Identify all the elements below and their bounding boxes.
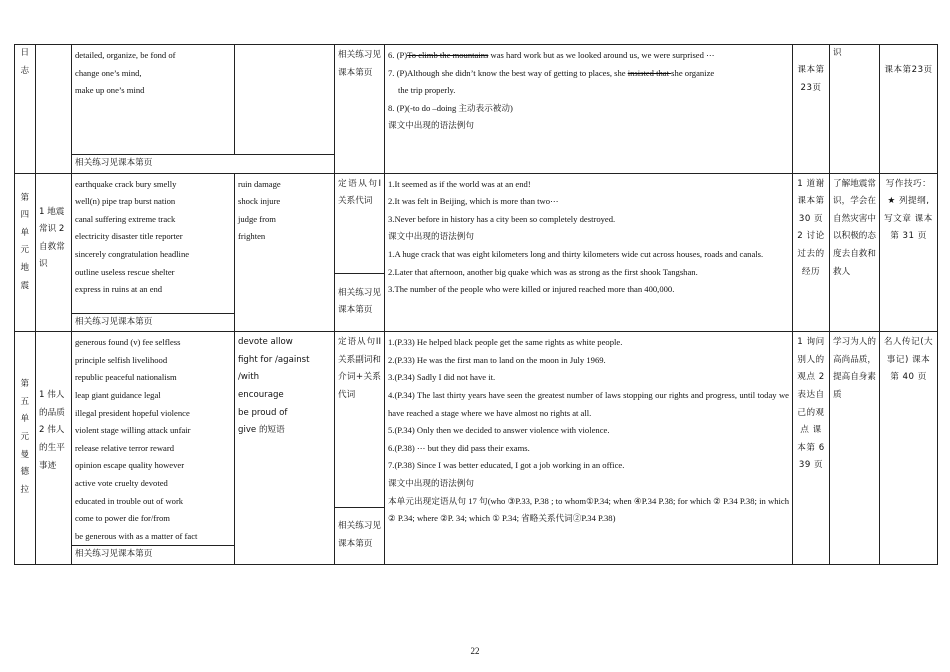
vocab-line: outline useless rescue shelter: [75, 266, 175, 277]
page-number: 22: [470, 646, 480, 656]
unit-cell: 第五单元曼德拉: [15, 332, 36, 565]
example-line: 7. (P)Although she didn’t know the best way of getting to places, she insisted that she organize: [388, 67, 715, 78]
examples-cell: [385, 332, 793, 565]
reference-cell: 相关练习见课本第页: [72, 546, 235, 565]
reference-cell: 相关练习见课本第页: [72, 155, 335, 174]
example-line: 2.Later that afternoon, another big quake which was as strong as the first shook Tangshan.: [388, 266, 698, 277]
phrase-line: shock injure: [238, 196, 281, 207]
unit-cell: 第四单元地震: [15, 173, 36, 332]
phrase-line: devote allow: [238, 337, 293, 348]
vocab-line: republic peaceful nationalism: [75, 372, 177, 383]
vocab-line: opinion escape quality however: [75, 460, 185, 471]
phrase-line: give 的短语: [238, 425, 285, 436]
vocab-cell: [72, 173, 235, 313]
listening-cell: 1 询问别人的观点 2 表达自己的观点 课本第 6 39 页: [793, 332, 830, 565]
phrase-line: judge from: [238, 213, 276, 224]
example-line: 1.A huge crack that was eight kilometers long and thirty kilometers wide cut across houses, roads and canals.: [388, 248, 764, 259]
listening-cell: 1 道谢 课本第 30 页 2 讨论过去的经历: [793, 173, 830, 332]
example-line: 课文中出现的语法例句: [388, 120, 474, 131]
example-line: 4.(P.34) The last thirty years have seen the greatest number of laws stopping our rights and progress, until today we have reached a stage where we have almost no rights at all.: [388, 389, 789, 418]
example-line: 3.Never before in history has a city been so completely destroyed.: [388, 213, 616, 224]
examples-cell: [385, 173, 793, 332]
vocab-line: be generous with as a matter of fact: [75, 530, 198, 541]
example-line: 2.(P.33) He was the first man to land on the moon in July 1969.: [388, 354, 606, 365]
phrase-cell: [235, 45, 335, 155]
grammar-ref-cell: 相关练习见课本第页: [335, 273, 385, 332]
example-line: 8. (P)(-to do –doing 主动表示被动): [388, 102, 513, 113]
vocab-cell: [72, 332, 235, 546]
vocab-cell: [72, 45, 235, 155]
example-line: 课文中出现的语法例句: [388, 477, 474, 488]
example-line: 5.(P.34) Only then we decided to answer violence with violence.: [388, 425, 610, 436]
grammar-cell: 定语从句I 关系代词: [335, 173, 385, 273]
example-line: 课文中出现的语法例句: [388, 231, 474, 242]
phrase-cell: [235, 332, 335, 565]
vocab-line: detailed, organize, be fond of: [75, 50, 176, 60]
vocab-line: generous found (v) fee selfless: [75, 337, 181, 348]
phrase-line: frighten: [238, 231, 266, 242]
vocab-line: earthquake crack bury smelly: [75, 178, 177, 189]
writing-cell: 课本第23页: [880, 45, 938, 174]
phrase-line: encourage: [238, 389, 284, 400]
example-line: 7.(P.38) Since I was better educated, I got a job working in an office.: [388, 460, 625, 471]
row-unit4: [15, 173, 938, 273]
phrase-cell: [235, 173, 335, 332]
row-unit5: [15, 332, 938, 508]
vocab-line: leap giant guidance legal: [75, 389, 161, 400]
phrase-line: fight for /against: [238, 354, 310, 365]
vocab-line: electricity disaster title reporter: [75, 231, 183, 242]
vocab-line: violent stage willing attack unfair: [75, 425, 191, 436]
listening-cell: 课本第23页: [793, 45, 830, 174]
unit-cell: 日志: [15, 45, 36, 174]
phrase-line: /with: [238, 372, 260, 383]
vocab-line: release relative terror reward: [75, 442, 175, 453]
vocab-line: change one’s mind,: [75, 67, 142, 78]
grammar-cell: 定语从句II 关系副词和介词+关系代词: [335, 332, 385, 508]
vocab-line: canal suffering extreme track: [75, 213, 176, 224]
vocab-line: make up one’s mind: [75, 85, 145, 96]
examples-cell: [385, 45, 793, 174]
vocab-line: sincerely congratulation headline: [75, 248, 190, 259]
example-line: 2.It was felt in Beijing, which is more than two⋯: [388, 196, 559, 207]
topic-cell: 1 地震常识 2 自救常识: [36, 173, 72, 332]
grammar-ref-cell: 相关练习见课本第页: [335, 508, 385, 565]
vocab-line: educated in trouble out of work: [75, 495, 184, 506]
example-line: the trip properly.: [398, 85, 456, 96]
vocab-line: illegal president hopeful violence: [75, 407, 190, 418]
culture-cell: 学习为人的高尚品质，提高自身素质: [830, 332, 880, 565]
example-line: 1.It seemed as if the world was at an end!: [388, 178, 531, 189]
example-line: 6.(P.38) ⋯ but they did pass their exams.: [388, 442, 530, 453]
vocab-line: well(n) pipe trap burst nation: [75, 196, 176, 207]
example-line: 3.(P.34) Sadly I did not have it.: [388, 372, 496, 383]
grammar-cell: 相关练习见课本第页: [335, 45, 385, 174]
reference-cell: 相关练习见课本第页: [72, 313, 235, 332]
writing-cell: 写作技巧：★ 列提纲,写文章 课本第 31 页: [880, 173, 938, 332]
row-diary: [15, 45, 938, 155]
culture-cell: 识: [830, 45, 880, 174]
phrase-line: be proud of: [238, 407, 288, 418]
vocab-line: express in ruins at an end: [75, 284, 163, 295]
culture-cell: 了解地震常识，学会在自然灾害中以积极的态度去自救和救人: [830, 173, 880, 332]
vocab-line: come to power die for/from: [75, 513, 170, 524]
topic-cell: 1 伟人的品质 2 伟人的生平事迹: [36, 332, 72, 565]
writing-cell: 名人传记(大事记) 课本第 40 页: [880, 332, 938, 565]
example-line: 1.(P.33) He helped black people get the same rights as white people.: [388, 337, 623, 348]
phrase-line: ruin damage: [238, 178, 281, 189]
vocab-line: principle selfish livelihood: [75, 354, 168, 365]
lesson-plan-table: [14, 44, 938, 565]
topic-cell: [36, 45, 72, 174]
example-line: 6. (P)To climb the mountains was hard work but as we looked around us, we were surprised ⋯: [388, 50, 715, 60]
example-line: 本单元出现定语从句 17 句(who ③P.33, P.38 ; to whom①P.34; when ④P.34 P.38; for which ② P.34 P.38; in which ② P.34; where ②P. 34; which ① P.34; 省略关系代词②P.34 P.38): [388, 495, 789, 524]
example-line: 3.The number of the people who were killed or injured reached more than 400,000.: [388, 284, 675, 295]
vocab-line: active vote cruelty devoted: [75, 477, 168, 488]
